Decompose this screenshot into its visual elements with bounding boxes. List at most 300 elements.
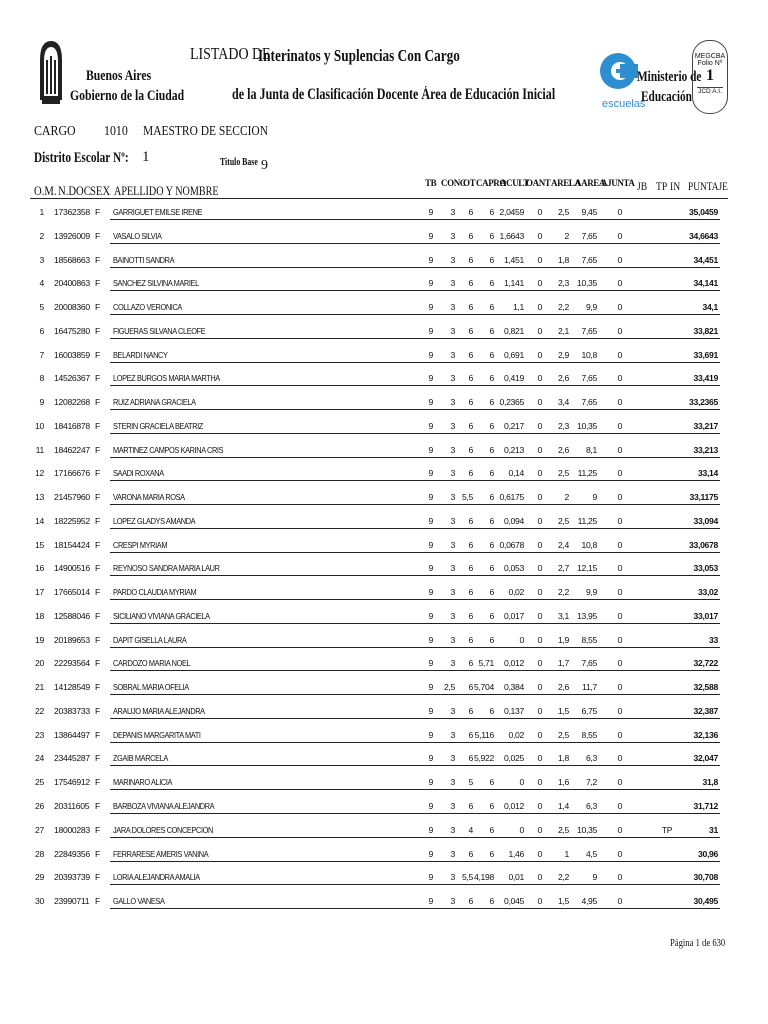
cell-sex: F — [95, 373, 100, 384]
cell-ajunta: 0 — [617, 872, 622, 883]
cell-puntaje: 30,708 — [693, 872, 718, 883]
cell-ajunta: 0 — [617, 753, 622, 764]
cell-ot: 6 — [468, 230, 473, 241]
cell-oant: 0 — [537, 801, 542, 811]
cell-oant: 0 — [537, 729, 542, 740]
cell-tb: 9 — [428, 207, 433, 217]
cell-aarea: 9,9 — [585, 302, 597, 313]
cell-tb: 9 — [428, 610, 433, 621]
cell-om: 14 — [35, 515, 44, 526]
stamp-number: 1 — [706, 67, 714, 84]
cell-sex: F — [95, 824, 100, 835]
table-row — [30, 581, 720, 605]
cell-name: SAADI ROXANA — [113, 468, 164, 479]
table-row — [30, 629, 720, 653]
cell-arela: 2,2 — [557, 587, 569, 598]
cell-conc: 3 — [450, 658, 455, 669]
cell-arela: 2,5 — [557, 515, 569, 526]
cell-ot: 6 — [468, 373, 473, 384]
cell-puntaje: 33,217 — [693, 420, 718, 431]
distrito-value: 1 — [142, 149, 150, 165]
cell-acult: 0,0678 — [499, 539, 524, 550]
cell-ot: 4 — [468, 824, 473, 835]
cell-om: 5 — [39, 302, 44, 313]
cell-acult: 0,094 — [503, 515, 524, 526]
row-divider — [110, 504, 720, 505]
cell-acult: 1,46 — [508, 848, 524, 859]
row-divider — [110, 219, 720, 220]
cell-tb: 9 — [428, 753, 433, 764]
cell-arela: 2,2 — [557, 302, 569, 313]
cargo-label: CARGO — [34, 124, 76, 139]
cell-name: MARTINEZ CAMPOS KARINA CRIS — [113, 444, 224, 455]
row-divider — [110, 765, 720, 766]
cell-acult: 0,045 — [503, 896, 524, 907]
row-divider — [110, 599, 720, 600]
cell-sex: F — [95, 444, 100, 455]
titulo-base-value: 9 — [261, 158, 268, 173]
page-subtitle: de la Junta de Clasificación Docente Área de Educación Inicial — [232, 86, 556, 103]
cell-arela: 2,6 — [557, 373, 569, 384]
table-row — [30, 652, 720, 676]
cell-ajunta: 0 — [617, 397, 622, 408]
distrito-label: Distrito Escolar Nº: — [34, 150, 129, 166]
cell-ndoc: 20393739 — [54, 872, 90, 883]
cell-puntaje: 34,6643 — [689, 230, 718, 241]
cell-ot: 6 — [468, 753, 473, 764]
row-divider — [110, 433, 720, 434]
cell-arela: 2,5 — [557, 207, 569, 217]
cell-sex: F — [95, 278, 100, 289]
cell-name: BAINOTTI SANDRA — [113, 254, 175, 265]
cell-name: VASALO SILVIA — [113, 230, 162, 241]
cell-om: 19 — [35, 634, 44, 645]
cell-tb: 9 — [428, 325, 433, 336]
table-row — [30, 819, 720, 843]
cell-ndoc: 17546912 — [54, 777, 90, 788]
cell-conc: 3 — [450, 610, 455, 621]
cell-tb: 9 — [428, 658, 433, 669]
cell-puntaje: 33,691 — [693, 349, 718, 360]
escuelas-label: escuelas — [602, 98, 646, 110]
cell-sex: F — [95, 753, 100, 764]
cell-capro: 6 — [489, 539, 494, 550]
cell-ndoc: 13926009 — [54, 230, 90, 241]
cell-puntaje: 32,722 — [693, 658, 718, 669]
cell-conc: 3 — [450, 373, 455, 384]
cell-oant: 0 — [537, 492, 542, 503]
cell-oant: 0 — [537, 515, 542, 526]
cell-ndoc: 14128549 — [54, 682, 90, 693]
cell-ndoc: 16003859 — [54, 349, 90, 360]
cell-puntaje: 33,821 — [693, 325, 718, 336]
cell-conc: 3 — [450, 230, 455, 241]
cell-om: 12 — [35, 468, 44, 479]
cell-ot: 6 — [468, 515, 473, 526]
cell-acult: 0,012 — [503, 801, 524, 811]
cell-om: 11 — [35, 444, 44, 455]
cell-conc: 3 — [450, 539, 455, 550]
cell-puntaje: 33,094 — [693, 515, 718, 526]
cell-name: STERIN GRACIELA BEATRIZ — [113, 420, 203, 431]
cell-capro: 6 — [489, 492, 494, 503]
row-divider — [110, 552, 720, 553]
cell-conc: 3 — [450, 634, 455, 645]
row-divider — [110, 480, 720, 481]
cell-om: 7 — [39, 349, 44, 360]
cell-om: 22 — [35, 705, 44, 716]
cell-capro: 6 — [489, 634, 494, 645]
cell-oant: 0 — [537, 753, 542, 764]
cell-arela: 2 — [564, 230, 569, 241]
cell-puntaje: 31,8 — [702, 777, 718, 788]
cell-ajunta: 0 — [617, 658, 622, 669]
cell-aarea: 11,7 — [582, 682, 597, 693]
col-aarea: AAREA — [575, 178, 606, 188]
cell-puntaje: 33,2365 — [689, 397, 718, 408]
table-row — [30, 367, 720, 391]
cell-capro: 6 — [489, 468, 494, 479]
row-divider — [110, 884, 720, 885]
cell-arela: 1,4 — [557, 801, 569, 811]
city-logo — [38, 38, 64, 108]
row-divider — [110, 362, 720, 363]
cell-aarea: 7,2 — [585, 777, 597, 788]
cell-arela: 2,2 — [557, 872, 569, 883]
cell-arela: 2,3 — [557, 420, 569, 431]
row-divider — [110, 670, 720, 671]
cell-capro: 5,71 — [478, 658, 494, 669]
cell-capro: 6 — [489, 896, 494, 907]
cell-om: 10 — [35, 420, 44, 431]
cell-aarea: 10,35 — [576, 420, 597, 431]
cell-oant: 0 — [537, 563, 542, 574]
ministry-line1: Ministerio de — [637, 69, 702, 85]
table-row — [30, 795, 720, 819]
cell-name: VARONA MARIA ROSA — [113, 492, 185, 503]
cell-tb: 9 — [428, 682, 433, 693]
cell-capro: 6 — [489, 515, 494, 526]
cell-aarea: 8,55 — [581, 729, 597, 740]
cell-sex: F — [95, 563, 100, 574]
table-row — [30, 439, 720, 463]
cell-oant: 0 — [537, 207, 542, 217]
cell-name: ZGAIB MARCELA — [113, 753, 168, 764]
cell-puntaje: 33 — [709, 634, 718, 645]
cell-puntaje: 33,0678 — [689, 539, 718, 550]
cell-puntaje: 33,053 — [693, 563, 718, 574]
cell-tb: 9 — [428, 278, 433, 289]
cell-acult: 1,451 — [503, 254, 524, 265]
cell-sex: F — [95, 682, 100, 693]
cell-name: SANCHEZ SILVINA MARIEL — [113, 278, 199, 289]
cell-arela: 1,7 — [557, 658, 569, 669]
cell-om: 16 — [35, 563, 44, 574]
cell-capro: 6 — [489, 397, 494, 408]
cell-arela: 3,1 — [557, 610, 569, 621]
cell-capro: 6 — [489, 848, 494, 859]
cell-om: 1 — [39, 207, 44, 217]
cell-om: 27 — [35, 824, 44, 835]
col-conc: CONC — [441, 178, 466, 188]
col-sex: SEX — [90, 183, 111, 198]
cell-acult: 0,14 — [508, 468, 524, 479]
cell-om: 20 — [35, 658, 44, 669]
table-row — [30, 843, 720, 867]
cell-puntaje: 33,02 — [697, 587, 718, 598]
cell-om: 9 — [39, 397, 44, 408]
cell-ot: 6 — [468, 539, 473, 550]
cell-aarea: 9,9 — [585, 587, 597, 598]
col-puntaje: PUNTAJE — [688, 179, 728, 193]
cell-aarea: 4,5 — [585, 848, 597, 859]
cell-aarea: 7,65 — [581, 230, 597, 241]
cell-conc: 3 — [450, 705, 455, 716]
cell-puntaje: 33,1175 — [689, 492, 718, 503]
cell-conc: 3 — [450, 468, 455, 479]
cell-name: FIGUERAS SILVANA CLEOFE — [113, 325, 206, 336]
cell-ndoc: 17362358 — [54, 207, 90, 217]
col-ajunta: AJUNTA — [601, 178, 635, 188]
cell-ajunta: 0 — [617, 468, 622, 479]
cell-acult: 0,821 — [503, 325, 524, 336]
cell-conc: 3 — [450, 729, 455, 740]
row-divider — [110, 267, 720, 268]
row-divider — [110, 837, 720, 838]
table-row — [30, 747, 720, 771]
cell-om: 2 — [39, 230, 44, 241]
row-divider — [110, 575, 720, 576]
cell-sex: F — [95, 207, 100, 217]
cell-arela: 3,4 — [557, 397, 569, 408]
cell-ot: 6 — [468, 801, 473, 811]
cell-aarea: 6,3 — [585, 753, 597, 764]
cell-aarea: 8,1 — [585, 444, 597, 455]
cell-name: BELARDI NANCY — [113, 349, 168, 360]
cell-sex: F — [95, 539, 100, 550]
cell-conc: 3 — [450, 254, 455, 265]
cell-om: 15 — [35, 539, 44, 550]
cell-ot: 6 — [468, 658, 473, 669]
cell-ajunta: 0 — [617, 373, 622, 384]
col-ot: OT — [463, 178, 476, 188]
cell-name: COLLAZO VERONICA — [113, 302, 182, 313]
cell-sex: F — [95, 848, 100, 859]
cell-conc: 3 — [450, 848, 455, 859]
cell-ajunta: 0 — [617, 563, 622, 574]
stamp-line1: MEGCBA — [694, 53, 726, 60]
cell-sex: F — [95, 468, 100, 479]
cell-capro: 6 — [489, 278, 494, 289]
cell-ot: 5 — [468, 777, 473, 788]
cell-capro: 6 — [489, 254, 494, 265]
cell-arela: 2 — [564, 492, 569, 503]
row-divider — [110, 908, 720, 909]
cell-aarea: 11,25 — [577, 468, 597, 479]
cell-tb: 9 — [428, 729, 433, 740]
cell-puntaje: 35,0459 — [689, 207, 718, 217]
cell-conc: 3 — [450, 325, 455, 336]
cell-om: 23 — [35, 729, 44, 740]
cell-arela: 2,6 — [557, 444, 569, 455]
page-number: Página 1 de 630 — [670, 938, 726, 949]
col-acult: ACULT — [500, 178, 529, 188]
cell-sex: F — [95, 729, 100, 740]
cell-name: LORIA ALEJANDRA AMALIA — [113, 872, 200, 883]
cell-oant: 0 — [537, 539, 542, 550]
cell-ndoc: 23445287 — [54, 753, 90, 764]
cell-sex: F — [95, 492, 100, 503]
cell-capro: 6 — [489, 705, 494, 716]
cell-ndoc: 20383733 — [54, 705, 90, 716]
cell-arela: 1,5 — [557, 705, 569, 716]
row-divider — [110, 718, 720, 719]
cell-name: ARAUJO MARIA ALEJANDRA — [113, 705, 205, 716]
row-divider — [110, 385, 720, 386]
table-row — [30, 557, 720, 581]
cell-ndoc: 17166676 — [54, 468, 90, 479]
cell-ot: 5,5 — [461, 872, 473, 883]
cell-aarea: 10,8 — [581, 349, 597, 360]
cell-name: DEPANIS MARGARITA MATI — [113, 729, 201, 740]
cell-name: BARBOZA VIVIANA ALEJANDRA — [113, 801, 215, 811]
cell-ndoc: 18416878 — [54, 420, 90, 431]
table-row — [30, 344, 720, 368]
cell-acult: 0 — [519, 634, 524, 645]
cell-arela: 2,4 — [557, 539, 569, 550]
cell-ndoc: 18568663 — [54, 254, 90, 265]
cell-arela: 2,3 — [557, 278, 569, 289]
cell-oant: 0 — [537, 848, 542, 859]
cell-capro: 5,922 — [473, 753, 494, 764]
cell-sex: F — [95, 302, 100, 313]
cell-ajunta: 0 — [617, 610, 622, 621]
cell-ndoc: 14526367 — [54, 373, 90, 384]
cell-name: GARRIGUET EMILSE IRENE — [113, 207, 203, 217]
cell-sex: F — [95, 349, 100, 360]
table-row — [30, 225, 720, 249]
cell-sex: F — [95, 896, 100, 907]
cell-puntaje: 32,387 — [693, 705, 718, 716]
cell-om: 8 — [39, 373, 44, 384]
cell-tb: 9 — [428, 634, 433, 645]
cell-arela: 2,5 — [557, 729, 569, 740]
cell-sex: F — [95, 230, 100, 241]
cell-ajunta: 0 — [617, 729, 622, 740]
table-row — [30, 320, 720, 344]
cell-puntaje: 30,96 — [697, 848, 718, 859]
cell-ot: 6 — [468, 563, 473, 574]
cell-tb: 9 — [428, 587, 433, 598]
cell-arela: 1,5 — [557, 896, 569, 907]
cell-ajunta: 0 — [617, 420, 622, 431]
cell-capro: 6 — [489, 325, 494, 336]
cell-ot: 6 — [468, 468, 473, 479]
row-divider — [110, 623, 720, 624]
cell-capro: 6 — [489, 587, 494, 598]
cell-acult: 2,0459 — [499, 207, 524, 217]
cell-name: JARA DOLORES CONCEPCION — [113, 824, 213, 835]
cell-ot: 6 — [468, 254, 473, 265]
col-jb: JB — [637, 179, 648, 193]
cell-oant: 0 — [537, 254, 542, 265]
cell-arela: 1,9 — [557, 634, 569, 645]
row-divider — [110, 742, 720, 743]
cell-capro: 6 — [489, 420, 494, 431]
cell-capro: 6 — [489, 207, 494, 217]
cargo-name: MAESTRO DE SECCION — [143, 124, 269, 139]
cell-puntaje: 32,588 — [693, 682, 718, 693]
cell-aarea: 12,15 — [576, 563, 597, 574]
cell-ajunta: 0 — [617, 207, 622, 217]
cell-aarea: 10,35 — [576, 278, 597, 289]
cell-oant: 0 — [537, 444, 542, 455]
cell-acult: 0,012 — [503, 658, 524, 669]
cell-puntaje: 33,14 — [697, 468, 718, 479]
cell-ajunta: 0 — [617, 230, 622, 241]
cell-aarea: 7,65 — [581, 658, 597, 669]
cell-capro: 6 — [489, 777, 494, 788]
cell-aarea: 9,45 — [581, 207, 597, 217]
cell-sex: F — [95, 801, 100, 811]
cell-puntaje: 34,141 — [693, 278, 718, 289]
row-divider — [110, 789, 720, 790]
col-oant: OANT — [526, 178, 551, 188]
cell-conc: 3 — [450, 801, 455, 811]
ministry-line2: Educación — [641, 89, 692, 105]
cell-oant: 0 — [537, 610, 542, 621]
cell-capro: 6 — [489, 349, 494, 360]
row-divider — [110, 528, 720, 529]
cell-ajunta: 0 — [617, 682, 622, 693]
row-divider — [110, 409, 720, 410]
cell-om: 24 — [35, 753, 44, 764]
cell-tb: 9 — [428, 539, 433, 550]
cell-ndoc: 22849356 — [54, 848, 90, 859]
cell-arela: 2,5 — [557, 468, 569, 479]
cell-om: 13 — [35, 492, 44, 503]
cell-ot: 6 — [468, 705, 473, 716]
cell-sex: F — [95, 397, 100, 408]
cell-conc: 3 — [450, 896, 455, 907]
cell-name: DAPIT GISELLA LAURA — [113, 634, 187, 645]
cell-conc: 3 — [450, 753, 455, 764]
cell-tb: 9 — [428, 349, 433, 360]
cell-sex: F — [95, 872, 100, 883]
cell-oant: 0 — [537, 420, 542, 431]
cell-om: 30 — [35, 896, 44, 907]
cell-name: FERRARESE AMERIS VANINA — [113, 848, 209, 859]
cell-acult: 0,137 — [503, 705, 524, 716]
cell-sex: F — [95, 325, 100, 336]
gov-line1: Buenos Aires — [86, 68, 152, 84]
cell-aarea: 8,55 — [581, 634, 597, 645]
cell-capro: 6 — [489, 610, 494, 621]
cell-conc: 3 — [450, 515, 455, 526]
cell-ajunta: 0 — [617, 587, 622, 598]
col-tp: TP — [656, 179, 668, 193]
titulo-base-label: Titulo Base — [220, 157, 258, 168]
row-divider — [110, 694, 720, 695]
cell-conc: 3 — [450, 872, 455, 883]
page-title: Interinatos y Suplencias Con Cargo — [258, 46, 460, 65]
cell-name: PARDO CLAUDIA MYRIAM — [113, 587, 197, 598]
cell-puntaje: 34,451 — [693, 254, 718, 265]
cell-ajunta: 0 — [617, 515, 622, 526]
cell-ndoc: 20008360 — [54, 302, 90, 313]
cell-puntaje: 32,047 — [693, 753, 718, 764]
cell-ndoc: 22293564 — [54, 658, 90, 669]
